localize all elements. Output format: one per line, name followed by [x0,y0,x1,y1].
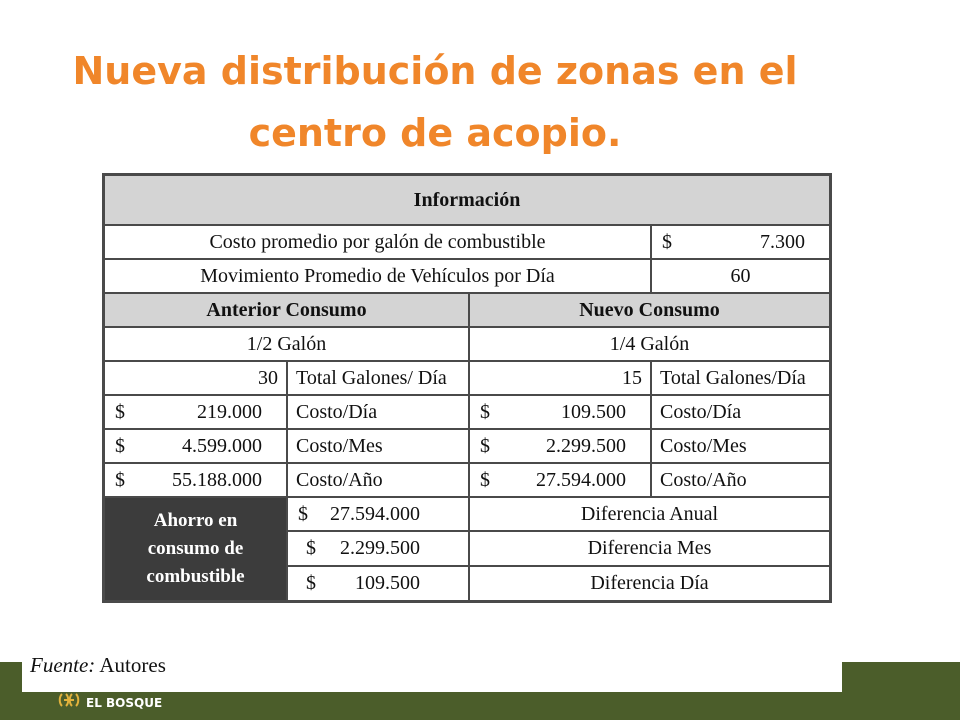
amount: 2.299.500 [546,434,626,457]
new-cost-day [469,395,651,429]
currency-symbol: $ [306,572,316,594]
currency-symbol: $ [480,434,490,457]
slide-title [0,40,870,164]
previous-cost-month [104,429,287,463]
amount: 27.594.000 [330,502,420,525]
new-cost-day-label: Costo/Día [651,395,830,429]
amount: 109.500 [561,400,626,423]
new-total-gallons-label: Total Galones/Día [651,361,830,395]
new-total-gallons: 15 [469,361,651,395]
previous-cost-day-label: Costo/Día [287,395,469,429]
amount: 219.000 [197,400,262,423]
currency-symbol: $ [115,400,125,423]
previous-cost-month-label: Costo/Mes [287,429,469,463]
currency-symbol: $ [480,400,490,423]
currency-symbol: $ [298,502,308,525]
previous-cost-year [104,463,287,497]
logo-text: EL BOSQUE [86,696,163,710]
table-header: Información [104,175,830,225]
amount: 27.594.000 [536,468,626,491]
month-difference-label: Diferencia Mes [469,531,830,566]
fuel-consumption-table [102,173,832,603]
new-cost-year-label: Costo/Año [651,463,830,497]
title-line-2: centro de acopio. [248,111,622,155]
annual-difference-label: Diferencia Anual [469,497,830,531]
amount: 2.299.500 [340,537,420,559]
new-cost-year [469,463,651,497]
new-consumption-header: Nuevo Consumo [469,293,830,327]
source-caption [30,653,166,678]
amount: 109.500 [355,572,420,594]
cost-amount: 7.300 [760,230,805,253]
previous-cost-year-label: Costo/Año [287,463,469,497]
source-label: Fuente: [30,653,96,677]
currency-symbol: $ [662,230,672,253]
tree-logo-icon [58,692,80,714]
amount: 4.599.000 [182,434,262,457]
previous-total-gallons: 30 [104,361,287,395]
cost-per-gallon-label: Costo promedio por galón de combustible [104,225,651,259]
university-logo [58,692,162,714]
previous-consumption-header: Anterior Consumo [104,293,469,327]
savings-label-line-1: Ahorro en [153,510,238,531]
title-line-1: Nueva distribución de zonas en el [72,49,798,93]
day-difference-value [287,566,469,601]
currency-symbol: $ [480,468,490,491]
previous-gallon: 1/2 Galón [104,327,469,361]
currency-symbol: $ [115,468,125,491]
annual-difference-value [287,497,469,531]
new-gallon: 1/4 Galón [469,327,830,361]
savings-label-line-2: consumo de [147,538,244,559]
previous-total-gallons-label: Total Galones/ Día [287,361,469,395]
currency-symbol: $ [115,434,125,457]
amount: 55.188.000 [172,468,262,491]
vehicles-per-day-value: 60 [651,259,830,293]
new-cost-month-label: Costo/Mes [651,429,830,463]
source-value: Autores [99,653,166,677]
currency-symbol: $ [306,537,316,559]
vehicles-per-day-label: Movimiento Promedio de Vehículos por Día [104,259,651,293]
new-cost-month [469,429,651,463]
savings-label-line-3: combustible [146,566,245,587]
month-difference-value [287,531,469,566]
previous-cost-day [104,395,287,429]
day-difference-label: Diferencia Día [469,566,830,601]
savings-label [104,497,287,601]
cost-per-gallon-value [651,225,830,259]
